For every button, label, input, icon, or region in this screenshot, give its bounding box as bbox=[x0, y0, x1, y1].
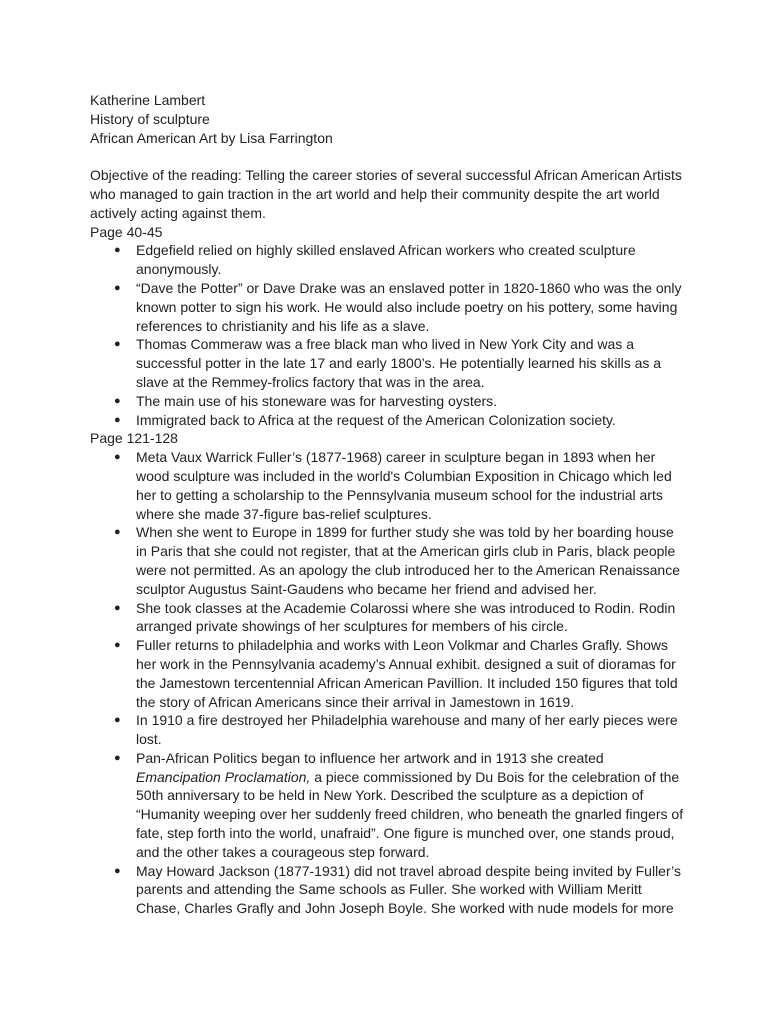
list-item: ● Meta Vaux Warrick Fuller’s (1877-1968) career in sculpture began in 1893 when her wood sculpture was included in the world's Columbian Exposition in Chicago which led her to getting a scholarship to the Pennsylvania museum school for the industrial arts where she made 37-figure bas-relief sculptures. bbox=[136, 448, 688, 523]
list-item: ● Immigrated back to Africa at the request of the American Colonization society. bbox=[136, 411, 688, 430]
author-name: Katherine Lambert bbox=[90, 92, 206, 108]
spacer bbox=[90, 147, 688, 166]
section-heading-page-40-45: Page 40-45 bbox=[90, 223, 163, 240]
emancipation-text-after: a piece commissioned by Du Bois for the celebration of the 50th anniversary to be held in New York. Described the sculpture as a depiction of “Humanity weeping over her suddenly freed children, who beneath the gnarled fingers of fate, step forth into the world, unafraid”. One figure is munched over, one stands proud, and the other takes a courageous step forward. bbox=[136, 768, 684, 860]
list-item: ● She took classes at the Academie Colarossi where she was introduced to Rodin. Rodin arranged private showings of her sculptures for members of his circle. bbox=[136, 599, 688, 637]
list-item: ● The main use of his stoneware was for harvesting oysters. bbox=[136, 392, 688, 411]
list-item-emancipation bbox=[136, 749, 688, 862]
bullet-list-page-121-128 bbox=[90, 448, 688, 918]
emancipation-text-before: Pan-African Politics began to influence her artwork and in 1913 she created bbox=[136, 749, 604, 766]
list-item: ● Fuller returns to philadelphia and works with Leon Volkmar and Charles Grafly. Shows her work in the Pennsylvania academy’s Annual exhibit. designed a suit of dioramas for the Jamestown tercentennial African American Pavillion. It included 150 figures that told the story of African Americans since their arrival in Jamestown in 1619. bbox=[136, 636, 688, 711]
bullet-list-page-40-45 bbox=[90, 241, 688, 429]
list-item: ● “Dave the Potter” or Dave Drake was an enslaved potter in 1820-1860 who was the only known potter to sign his work. He would also include poetry on his pottery, some having references to christianity and his life as a slave. bbox=[136, 279, 688, 335]
reading-title: African American Art by Lisa Farrington bbox=[90, 129, 333, 146]
course-name: History of sculpture bbox=[90, 110, 210, 127]
section-heading-page-121-128: Page 121-128 bbox=[90, 430, 178, 447]
list-item: ● Thomas Commeraw was a free black man who lived in New York City and was a successful potter in the late 17 and early 1800’s. He potentially learned his skills as a slave at the Remmey-frolics factory that was in the area. bbox=[136, 335, 688, 391]
objective-paragraph: Objective of the reading: Telling the career stories of several successful African American Artists who managed to gain traction in the art world and help their community despite the art world actively acting against them. bbox=[90, 167, 682, 221]
list-item: ● May Howard Jackson (1877-1931) did not travel abroad despite being invited by Fuller’s parents and attending the Same schools as Fuller. She worked with William Meritt Chase, Charles Grafly and John Joseph Boyle. She worked with nude models for more bbox=[136, 862, 688, 918]
list-item: ● Edgefield relied on highly skilled enslaved African workers who created sculpture anonymously. bbox=[136, 241, 688, 279]
list-item: ● When she went to Europe in 1899 for further study she was told by her boarding house in Paris that she could not register, that at the American girls club in Paris, black people were not permitted. As an apology the club introduced her to the American Renaissance sculptor Augustus Saint-Gaudens who became her friend and advised her. bbox=[136, 523, 688, 598]
list-item: ● In 1910 a fire destroyed her Philadelphia warehouse and many of her early pieces were lost. bbox=[136, 711, 688, 749]
emancipation-title: Emancipation Proclamation, bbox=[136, 768, 311, 785]
